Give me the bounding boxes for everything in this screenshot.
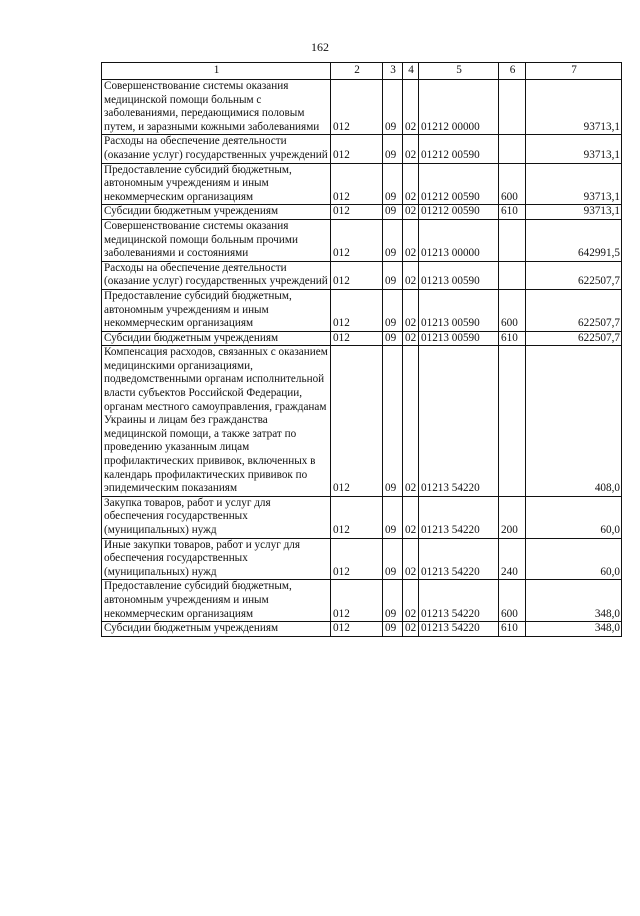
table-row	[102, 346, 622, 497]
row-name-cell: Компенсация расходов, связанных с оказанием медицинскими организациями, подведомственными органам исполнительной власти субъектов Российской Федерации, органам местного самоуправления, гражданам Украины и лицам без гражданства медицинской помощи, а также затрат по проведению указанным лицам профилактических прививок, включенных в календарь профилактических прививок по эпидемическим показаниям	[102, 346, 331, 497]
row-target-article-cell: 01213 54220	[419, 496, 499, 538]
row-section-cell: 09	[383, 135, 403, 163]
row-subsection-cell: 02	[403, 205, 419, 220]
column-header: 2	[331, 63, 383, 80]
row-amount-cell: 622507,7	[526, 289, 622, 331]
row-expense-type-cell	[499, 346, 526, 497]
row-target-article-cell: 01212 00590	[419, 135, 499, 163]
budget-table	[101, 62, 622, 637]
table-row	[102, 135, 622, 163]
row-grbs-cell: 012	[331, 331, 383, 346]
table-row	[102, 163, 622, 205]
row-section-cell: 09	[383, 80, 403, 135]
row-expense-type-cell: 610	[499, 331, 526, 346]
table-row	[102, 622, 622, 637]
row-grbs-cell: 012	[331, 80, 383, 135]
row-section-cell: 09	[383, 538, 403, 580]
row-amount-cell: 60,0	[526, 496, 622, 538]
row-target-article-cell: 01213 00590	[419, 261, 499, 289]
row-subsection-cell: 02	[403, 135, 419, 163]
row-name-cell: Расходы на обеспечение деятельности (оказание услуг) государственных учреждений	[102, 261, 331, 289]
row-target-article-cell: 01213 00590	[419, 289, 499, 331]
row-expense-type-cell: 600	[499, 289, 526, 331]
row-target-article-cell: 01213 54220	[419, 346, 499, 497]
row-expense-type-cell: 600	[499, 580, 526, 622]
row-subsection-cell: 02	[403, 538, 419, 580]
row-expense-type-cell: 600	[499, 163, 526, 205]
row-amount-cell: 93713,1	[526, 135, 622, 163]
row-amount-cell: 93713,1	[526, 205, 622, 220]
row-name-cell: Закупка товаров, работ и услуг для обеспечения государственных (муниципальных) нужд	[102, 496, 331, 538]
row-expense-type-cell	[499, 261, 526, 289]
column-header: 4	[403, 63, 419, 80]
row-amount-cell: 93713,1	[526, 80, 622, 135]
table-row	[102, 261, 622, 289]
row-expense-type-cell: 240	[499, 538, 526, 580]
table-row	[102, 80, 622, 135]
table-row	[102, 289, 622, 331]
row-section-cell: 09	[383, 219, 403, 261]
column-header: 3	[383, 63, 403, 80]
row-amount-cell: 408,0	[526, 346, 622, 497]
row-amount-cell: 93713,1	[526, 163, 622, 205]
row-expense-type-cell	[499, 80, 526, 135]
table-row	[102, 496, 622, 538]
row-target-article-cell: 01213 54220	[419, 580, 499, 622]
page-number: 162	[311, 40, 329, 54]
row-expense-type-cell: 610	[499, 205, 526, 220]
row-section-cell: 09	[383, 346, 403, 497]
row-name-cell: Совершенствование системы оказания медицинской помощи больным с заболеваниями, передающимися половым путем, и заразными кожными заболеваниями	[102, 80, 331, 135]
row-grbs-cell: 012	[331, 135, 383, 163]
row-amount-cell: 622507,7	[526, 331, 622, 346]
row-section-cell: 09	[383, 580, 403, 622]
row-subsection-cell: 02	[403, 163, 419, 205]
table-row	[102, 580, 622, 622]
row-subsection-cell: 02	[403, 289, 419, 331]
row-section-cell: 09	[383, 496, 403, 538]
row-subsection-cell: 02	[403, 580, 419, 622]
row-name-cell: Субсидии бюджетным учреждениям	[102, 622, 331, 637]
row-subsection-cell: 02	[403, 331, 419, 346]
row-grbs-cell: 012	[331, 289, 383, 331]
row-target-article-cell: 01213 54220	[419, 538, 499, 580]
row-grbs-cell: 012	[331, 496, 383, 538]
row-target-article-cell: 01213 00000	[419, 219, 499, 261]
row-amount-cell: 348,0	[526, 622, 622, 637]
row-section-cell: 09	[383, 622, 403, 637]
column-header: 5	[419, 63, 499, 80]
row-subsection-cell: 02	[403, 80, 419, 135]
table-row	[102, 205, 622, 220]
row-name-cell: Предоставление субсидий бюджетным, автономным учреждениям и иным некоммерческим организациям	[102, 289, 331, 331]
row-name-cell: Субсидии бюджетным учреждениям	[102, 331, 331, 346]
row-section-cell: 09	[383, 261, 403, 289]
row-grbs-cell: 012	[331, 622, 383, 637]
row-target-article-cell: 01213 00590	[419, 331, 499, 346]
row-amount-cell: 622507,7	[526, 261, 622, 289]
row-section-cell: 09	[383, 331, 403, 346]
row-grbs-cell: 012	[331, 580, 383, 622]
row-expense-type-cell: 610	[499, 622, 526, 637]
row-grbs-cell: 012	[331, 538, 383, 580]
row-name-cell: Иные закупки товаров, работ и услуг для обеспечения государственных (муниципальных) нужд	[102, 538, 331, 580]
column-number-row	[102, 63, 622, 80]
row-name-cell: Расходы на обеспечение деятельности (оказание услуг) государственных учреждений	[102, 135, 331, 163]
row-grbs-cell: 012	[331, 163, 383, 205]
row-grbs-cell: 012	[331, 346, 383, 497]
column-header: 7	[526, 63, 622, 80]
row-grbs-cell: 012	[331, 219, 383, 261]
row-section-cell: 09	[383, 205, 403, 220]
row-target-article-cell: 01212 00590	[419, 205, 499, 220]
row-grbs-cell: 012	[331, 205, 383, 220]
table-row	[102, 219, 622, 261]
row-name-cell: Субсидии бюджетным учреждениям	[102, 205, 331, 220]
row-amount-cell: 348,0	[526, 580, 622, 622]
row-amount-cell: 642991,5	[526, 219, 622, 261]
row-subsection-cell: 02	[403, 622, 419, 637]
row-target-article-cell: 01212 00590	[419, 163, 499, 205]
row-name-cell: Предоставление субсидий бюджетным, автономным учреждениям и иным некоммерческим организациям	[102, 580, 331, 622]
table-row	[102, 538, 622, 580]
row-expense-type-cell	[499, 135, 526, 163]
row-subsection-cell: 02	[403, 496, 419, 538]
row-name-cell: Предоставление субсидий бюджетным, автономным учреждениям и иным некоммерческим организациям	[102, 163, 331, 205]
row-expense-type-cell: 200	[499, 496, 526, 538]
row-subsection-cell: 02	[403, 261, 419, 289]
column-header: 1	[102, 63, 331, 80]
row-target-article-cell: 01213 54220	[419, 622, 499, 637]
row-subsection-cell: 02	[403, 346, 419, 497]
row-target-article-cell: 01212 00000	[419, 80, 499, 135]
column-header: 6	[499, 63, 526, 80]
row-grbs-cell: 012	[331, 261, 383, 289]
row-name-cell: Совершенствование системы оказания медицинской помощи больным прочими заболеваниями и состояниями	[102, 219, 331, 261]
row-section-cell: 09	[383, 289, 403, 331]
row-expense-type-cell	[499, 219, 526, 261]
row-section-cell: 09	[383, 163, 403, 205]
row-amount-cell: 60,0	[526, 538, 622, 580]
table-row	[102, 331, 622, 346]
row-subsection-cell: 02	[403, 219, 419, 261]
